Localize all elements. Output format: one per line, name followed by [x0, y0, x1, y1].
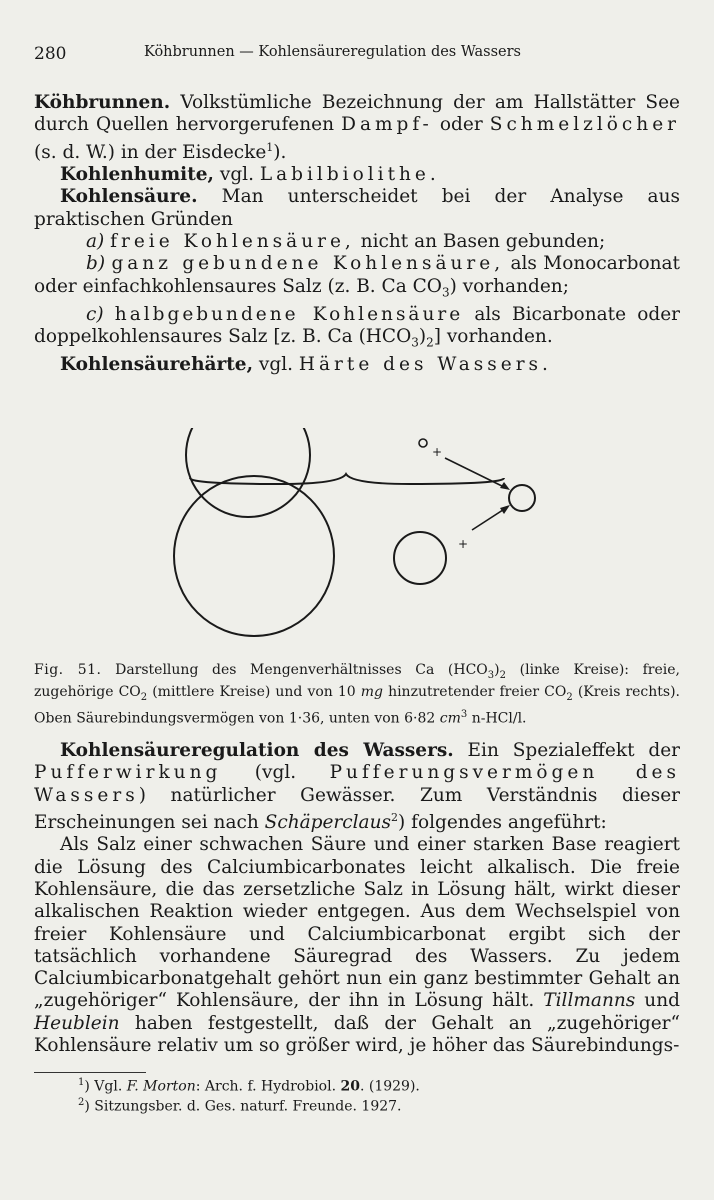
- footnote-mark: 1: [78, 1077, 85, 1088]
- lower-arrowhead: [500, 505, 510, 514]
- footnote-text: ) Sitzungsber. d. Ges. naturf. Freunde. 1927.: [84, 1098, 402, 1115]
- footnote-text: . (1929).: [359, 1078, 420, 1095]
- subscript: 3: [441, 285, 450, 300]
- section-text: (vgl.: [221, 762, 330, 784]
- section-text: haben festgestellt, daß der Gehalt an „zugehöriger“ Kohlensäure relativ um so größer wird, je höher das Säurebindungs-: [34, 1012, 680, 1057]
- subscript: 2: [426, 335, 434, 350]
- upper-small-circle: [419, 439, 427, 447]
- list-marker: a): [86, 230, 105, 252]
- caption-text: (linke Kreise): freie, zugehörige CO: [34, 662, 680, 701]
- plus-sign-lower: +: [458, 537, 469, 551]
- footnote-text: : Arch. f. Hydrobiol.: [195, 1078, 341, 1095]
- subscript: 2: [140, 691, 148, 703]
- entry-term: Kohlensäure.: [60, 186, 198, 208]
- entry-text: ] vorhanden.: [433, 325, 553, 347]
- right-circle: [509, 485, 535, 511]
- volume-number: 20: [340, 1078, 360, 1095]
- entry-text: als Monocarbonat oder einfachkohlensaures Salz (z. B. Ca CO: [34, 253, 680, 297]
- entry-term: Kohlenhumite,: [60, 164, 214, 186]
- subscript: 3: [411, 335, 419, 350]
- section-intro: [34, 740, 680, 834]
- author-name: Heublein: [34, 1012, 120, 1034]
- entry-text: ) vorhanden;: [449, 275, 569, 297]
- entry-text: vgl.: [253, 353, 299, 375]
- entry-kohlenhumite: [34, 164, 680, 186]
- section-text: ) natürlicher Gewässer. Zum Verständnis dieser Erscheinungen sei nach: [34, 784, 680, 834]
- caption-text: n-HCl/l.: [467, 710, 527, 727]
- entry-text: nicht an Basen gebunden;: [354, 230, 606, 252]
- section-term: Kohlensäureregulation des Wassers.: [60, 740, 454, 761]
- entry-koehbrunnen: [34, 92, 680, 164]
- author-name: F. Morton: [126, 1078, 196, 1095]
- figure-caption: [34, 662, 680, 728]
- section-text: und: [635, 990, 680, 1012]
- caption-unit: mg: [360, 684, 383, 701]
- subscript: 3: [487, 669, 495, 681]
- entry-term: Köhbrunnen.: [34, 92, 171, 113]
- spaced-term: Härte des Wassers.: [298, 353, 552, 375]
- caption-unit: cm: [439, 710, 461, 727]
- caption-text: (mittlere Kreise) und von 10: [147, 684, 361, 701]
- spaced-term: Dampf-: [341, 114, 433, 136]
- footnote-2: [78, 1094, 402, 1116]
- plus-sign-upper: +: [432, 445, 443, 459]
- entries-block: [34, 92, 680, 376]
- footnote-ref: 2: [391, 810, 398, 824]
- lower-arrow: [472, 508, 506, 530]
- page-header: [34, 44, 674, 64]
- upper-arrowhead: [500, 482, 510, 490]
- footnote-rule: [34, 1072, 146, 1073]
- spaced-term: halbgebundene Kohlensäure: [114, 303, 464, 325]
- section-text: Ein Spezialeffekt der: [453, 740, 680, 761]
- running-title: Köhbrunnen — Kohlensäureregulation des Wassers: [144, 44, 521, 60]
- caption-text: (Kreis rechts). Oben Säurebindungsvermögen von 1·36, unten von 6·82: [34, 684, 680, 727]
- entry-text: oder: [432, 114, 490, 136]
- spaced-term: freie Kohlensäure,: [110, 230, 355, 252]
- entry-text: ).: [273, 141, 287, 163]
- list-item-a: [34, 231, 680, 253]
- list-item-b: [34, 253, 680, 303]
- entry-term: Kohlensäurehärte,: [60, 353, 254, 375]
- page-number: 280: [34, 44, 67, 64]
- caption-label: Fig. 51.: [34, 662, 102, 678]
- spaced-term: Labilbiolithe.: [259, 164, 440, 186]
- list-marker: b): [86, 253, 106, 275]
- lower-left-circle: [174, 476, 334, 636]
- upper-left-circle: [186, 428, 310, 517]
- footnote-1: [78, 1074, 420, 1096]
- lower-middle-circle: [394, 532, 446, 584]
- list-marker: c): [86, 303, 104, 325]
- author-name: Tillmanns: [543, 990, 636, 1012]
- caption-text: Darstellung des Mengenverhältnisses Ca (HCO: [101, 662, 488, 678]
- entry-kohlensaeurehaerte: [34, 354, 680, 376]
- entry-text: Man unterscheidet bei der Analyse aus praktischen Gründen: [34, 186, 680, 230]
- entry-kohlensaeure: [34, 186, 680, 231]
- footnote-mark: 2: [78, 1097, 85, 1108]
- section-paragraph-2: [34, 834, 680, 1057]
- section-text: ) folgendes angeführt:: [398, 812, 607, 834]
- spaced-term: Pufferungsvermögen des Wassers: [34, 762, 680, 806]
- entry-text: als Bicarbonate oder doppelkohlensaures Salz [z. B. Ca (HCO: [34, 303, 680, 347]
- caption-text: hinzutretender freier CO: [383, 684, 567, 701]
- entry-text: vgl.: [213, 164, 260, 186]
- author-name: Schäperclaus: [264, 812, 391, 834]
- entry-text: (s. d. W.) in der Eisdecke: [34, 141, 267, 163]
- upper-brace: [190, 474, 504, 484]
- footnote-ref: 1: [266, 140, 274, 154]
- spaced-term: Schmelzlöcher: [489, 114, 680, 136]
- spaced-term: ganz gebundene Kohlensäure,: [111, 253, 505, 275]
- caption-text: ): [494, 662, 500, 678]
- subscript: 2: [566, 691, 573, 703]
- entry-text: ): [418, 325, 427, 347]
- figure-51-circles: [160, 428, 560, 656]
- subscript: 2: [499, 669, 507, 681]
- list-item-c: [34, 304, 680, 354]
- section-text: Als Salz einer schwachen Säure und einer starken Base reagiert die Lösung des Calciumbicarbonates leicht alkalisch. Die freie Kohlensäure, die das zersetzliche Salz in Lösung hält, wirkt dieser alkalischen Reaktion wieder entgegen. Aus dem Wechselspiel von freier Kohlensäure und Calciumbicarbonat ergibt sich der tatsächlich vorhandene Säuregrad des Wassers. Zu jedem Calciumbicarbonatgehalt gehört nun ein ganz bestimmter Gehalt an „zugehöriger“ Kohlensäure, der ihn in Lösung hält.: [34, 834, 680, 1012]
- entry-text: Volkstümliche Bezeichnung der am Hallstätter See durch Quellen hervorgerufenen: [34, 92, 680, 136]
- superscript: 3: [460, 709, 468, 721]
- section-kohlensaeureregulation: [34, 740, 680, 1057]
- footnote-text: ) Vgl.: [84, 1078, 127, 1095]
- spaced-term: Pufferwirkung: [34, 762, 222, 784]
